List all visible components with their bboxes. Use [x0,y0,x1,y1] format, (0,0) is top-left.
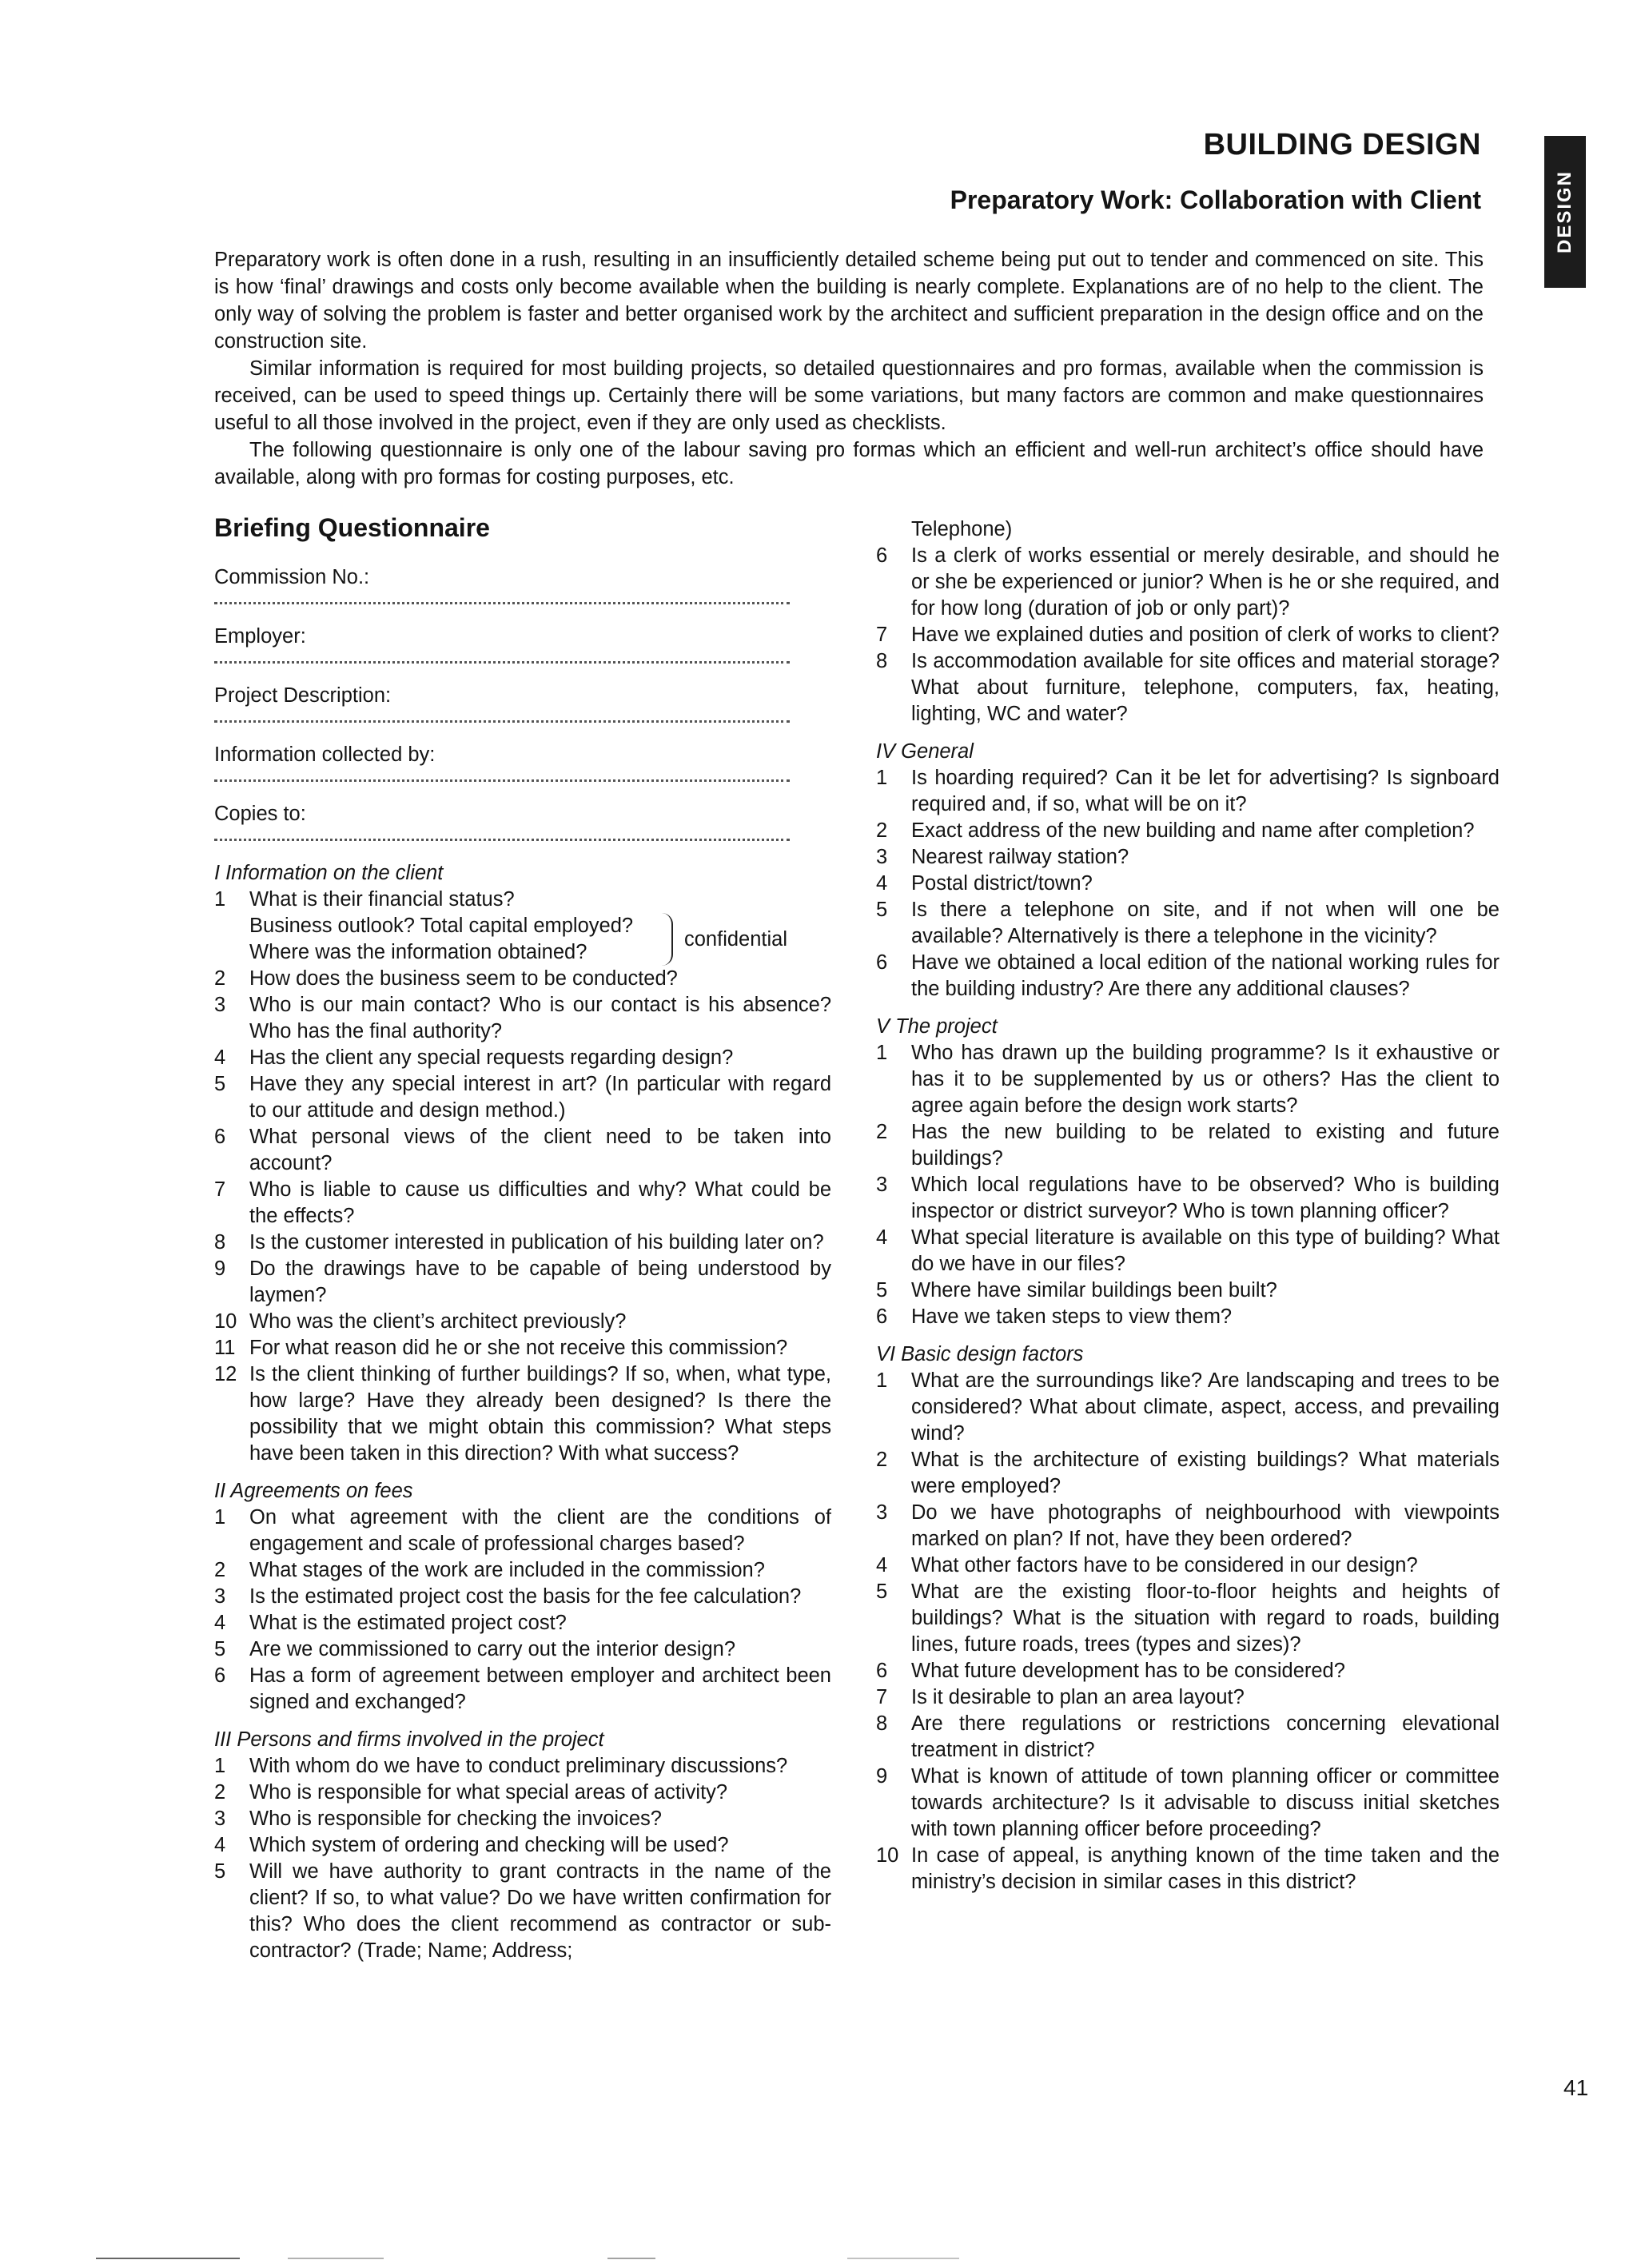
question-continuation [876,516,1500,543]
question-text: In case of appeal, is anything known of the time taken and the ministry’s decision in similar cases in this district? [911,1844,1500,1893]
question-text: Who is our main contact? Who is our contact is his absence? Who has the final authority? [249,994,831,1042]
question-item [876,1225,1500,1277]
question-item [876,897,1500,950]
question-item [214,1045,831,1071]
question-text: Who is liable to cause us difficulties and why? What could be the effects? [249,1178,831,1227]
question-item [876,1843,1500,1895]
field-copies-label: Copies to: [214,803,306,825]
question-number: 5 [214,1860,226,1883]
question-list [876,1368,1500,1895]
question-list [876,543,1500,727]
question-number: 3 [214,1585,226,1608]
confidential-label: confidential [684,927,788,951]
question-item [214,1309,831,1335]
question-item [876,1764,1500,1843]
question-number: 2 [876,1449,888,1471]
question-text: Who has drawn up the building programme? Is it exhaustive or has it to be supplemented by us or others? Has the client to agree again before the design work starts? [911,1042,1500,1117]
question-text: Has a form of agreement between employer and architect been signed and exchanged? [249,1664,831,1713]
question-item [214,887,831,913]
question-item [876,1119,1500,1172]
question-text: What future development has to be considered? [911,1660,1345,1682]
page-number: 41 [1563,2075,1589,2100]
question-number: 1 [214,1755,226,1777]
question-number: 6 [876,951,888,974]
question-text: Nearest railway station? [911,846,1129,868]
question-number: 4 [876,1226,888,1249]
question-text: Are there regulations or restrictions concerning elevational treatment in district? [911,1712,1500,1761]
question-number: 6 [214,1664,226,1687]
question-item [876,1277,1500,1304]
question-text: Exact address of the new building and name after completion? [911,819,1475,842]
question-text: What are the existing floor-to-floor heights and heights of buildings? What is the situation with regard to roads, building lines, future roads, trees (types and sizes)? [911,1580,1500,1656]
question-item [214,1832,831,1859]
question-number: 11 [214,1337,236,1359]
question-item [876,871,1500,897]
question-number: 10 [876,1844,899,1867]
question-number: 2 [214,967,226,990]
question-number: 7 [214,1178,226,1201]
question-text: Is the estimated project cost the basis for the fee calculation? [249,1585,802,1608]
question-text: What other factors have to be considered in our design? [911,1554,1418,1576]
question-number: 6 [876,544,888,567]
intro-paragraph: Similar information is required for most building projects, so detailed questionnaires and pro formas, available when the commission is received, can be used to speed things up. Certainly there will be some variations, but many factors are common and make questionnaires useful to all those involved in the project, even if they are only used as checklists. [214,357,1484,434]
question-text: What is their financial status? [249,888,515,911]
question-number: 8 [214,1231,226,1254]
question-text: What special literature is available on this type of building? What do we have in our files? [911,1226,1500,1275]
question-item [876,622,1500,648]
scan-artifact [847,2258,959,2259]
question-text: Is a clerk of works essential or merely desirable, and should he or she be experienced or junior? When is he or she required, and for how long (duration of job or only part)? [911,544,1500,620]
question-text: Have we obtained a local edition of the national working rules for the building industry? Are there any additional clauses? [911,951,1500,1000]
question-item [214,1230,831,1256]
question-number: 9 [214,1258,226,1280]
question-number: 4 [876,1554,888,1576]
page-title: BUILDING DESIGN [1203,128,1481,161]
question-item [876,1368,1500,1447]
section-tab-label: DESIGN [1554,169,1575,254]
question-item [214,1505,831,1557]
question-number: 6 [214,1126,226,1148]
question-number: 8 [876,1712,888,1735]
question-number: 6 [876,1305,888,1328]
question-item [876,1658,1500,1684]
question-text: On what agreement with the client are the conditions of engagement and scale of professional charges based? [249,1506,831,1555]
question-item [876,543,1500,622]
question-text: How does the business seem to be conducted? [249,967,678,990]
question-number: 3 [876,1501,888,1524]
intro-paragraph: The following questionnaire is only one of the labour saving pro formas which an efficient and well-run architect’s office should have available, along with pro formas for costing purposes, etc. [214,439,1484,488]
question-item [876,1711,1500,1764]
question-number: 8 [876,650,888,672]
question-item [876,765,1500,818]
question-text: What stages of the work are included in the commission? [249,1559,765,1581]
question-text: Which system of ordering and checking will be used? [249,1834,729,1856]
field-collected-by-line[interactable] [214,770,790,782]
question-number: 9 [876,1765,888,1788]
question-item [214,1610,831,1636]
left-column [214,512,831,1964]
section-title: VI Basic design factors [876,1343,1084,1365]
questionnaire-heading: Briefing Questionnaire [214,513,490,542]
question-number: 5 [876,1580,888,1603]
field-commission-label: Commission No.: [214,566,370,588]
question-text: Are we commissioned to carry out the interior design? [249,1638,736,1660]
question-item [876,1553,1500,1579]
question-item [214,1256,831,1309]
question-item [876,1500,1500,1553]
field-employer-line[interactable] [214,652,790,664]
scan-artifact [607,2258,655,2259]
question-number: 1 [214,1506,226,1529]
question-item [876,1040,1500,1119]
question-text: Will we have authority to grant contracts in the name of the client? If so, to what value? Do we have written confirmation for this? Who does the client recommend as contractor or sub-contractor? (Trade; Name; Address; [249,1860,831,1962]
question-text: Who is responsible for what special areas of activity? [249,1781,728,1804]
question-subline: Where was the information obtained? [249,941,587,963]
question-item [214,1124,831,1177]
question-number: 4 [214,1612,226,1634]
question-text: Is there a telephone on site, and if not when will one be available? Alternatively is there a telephone in the vicinity? [911,899,1500,947]
question-text: What is the architecture of existing buildings? What materials were employed? [911,1449,1500,1497]
question-text: Telephone) [911,518,1013,540]
section-tab [1544,136,1586,288]
question-number: 1 [876,1369,888,1392]
question-number: 5 [876,1279,888,1301]
question-item [214,1753,831,1780]
question-number: 1 [876,1042,888,1064]
question-number: 1 [214,888,226,911]
field-collected-by-label: Information collected by: [214,743,436,766]
question-text: Do the drawings have to be capable of being understood by laymen? [249,1258,831,1306]
question-text: What are the surroundings like? Are landscaping and trees to be considered? What about climate, aspect, access, and prevailing wind? [911,1369,1500,1445]
question-item [876,648,1500,727]
question-number: 1 [876,767,888,789]
question-text: Where have similar buildings been built? [911,1279,1277,1301]
question-item [214,966,831,992]
question-number: 5 [214,1073,226,1095]
question-number: 7 [876,1686,888,1708]
question-number: 2 [214,1559,226,1581]
question-number: 2 [876,819,888,842]
question-text: Have they any special interest in art? (In particular with regard to our attitude and design method.) [249,1073,831,1122]
confidential-bracket [249,913,673,966]
field-employer-label: Employer: [214,625,306,648]
question-subline: Business outlook? Total capital employed? [249,915,634,937]
question-number: 3 [214,994,226,1016]
question-item [876,1579,1500,1658]
question-number: 3 [876,846,888,868]
question-text: What is the estimated project cost? [249,1612,567,1634]
question-item [214,1557,831,1584]
question-text: Which local regulations have to be observed? Who is building inspector or district surveyor? Who is town planning officer? [911,1174,1500,1222]
intro-text [214,246,1484,491]
question-item [876,844,1500,871]
question-text: For what reason did he or she not receive this commission? [249,1337,788,1359]
question-text: What personal views of the client need to be taken into account? [249,1126,831,1174]
question-item [876,1684,1500,1711]
question-item [214,1663,831,1716]
question-item [214,1859,831,1964]
question-number: 3 [876,1174,888,1196]
question-number: 6 [876,1660,888,1682]
section-title: III Persons and firms involved in the project [214,1728,604,1751]
question-item [214,1177,831,1230]
question-item [214,1584,831,1610]
question-text: Have we taken steps to view them? [911,1305,1233,1328]
question-text: Is accommodation available for site offices and material storage? What about furniture, telephone, computers, fax, heating, lighting, WC and water? [911,650,1500,725]
question-item [214,992,831,1045]
question-item [214,1806,831,1832]
question-text: Is the client thinking of further buildings? If so, when, what type, how large? Have they already been designed? Is there the possibility that we might obtain this commission? What steps have been taken in this direction? With what success? [249,1363,831,1465]
question-list [876,1040,1500,1330]
question-list [214,1753,831,1964]
scan-artifact [96,2258,240,2259]
field-project-description-label: Project Description: [214,684,392,707]
section-title: II Agreements on fees [214,1480,413,1502]
question-item [214,1071,831,1124]
question-number: 5 [876,899,888,921]
right-column [876,516,1500,1895]
question-text: Who is responsible for checking the invoices? [249,1808,662,1830]
question-text: With whom do we have to conduct preliminary discussions? [249,1755,788,1777]
question-text: What is known of attitude of town planning officer or committee towards architecture? Is it advisable to discuss initial sketches with town planning officer before proceeding? [911,1765,1500,1840]
question-item [876,950,1500,1002]
question-text: Is hoarding required? Can it be let for advertising? Is signboard required and, if so, what will be on it? [911,767,1500,815]
question-item [876,818,1500,844]
question-list [214,1505,831,1716]
question-item [876,1447,1500,1500]
question-text: Has the new building to be related to existing and future buildings? [911,1121,1500,1170]
field-copies-line[interactable] [214,829,790,841]
question-number: 5 [214,1638,226,1660]
section-title: IV General [876,740,974,763]
question-text: Has the client any special requests regarding design? [249,1046,734,1069]
question-item [214,1361,831,1467]
field-commission-line[interactable] [214,592,790,604]
scan-artifact [288,2258,384,2259]
question-number: 10 [214,1310,237,1333]
question-list [876,765,1500,1002]
question-text: Who was the client’s architect previously? [249,1310,627,1333]
question-number: 4 [214,1046,226,1069]
page-subtitle: Preparatory Work: Collaboration with Client [950,185,1481,214]
question-number: 12 [214,1363,237,1385]
question-text: Do we have photographs of neighbourhood with viewpoints marked on plan? If not, have they been ordered? [911,1501,1500,1550]
question-item [214,1335,831,1361]
question-number: 4 [876,872,888,895]
question-number: 2 [876,1121,888,1143]
question-number: 2 [214,1781,226,1804]
question-text: Have we explained duties and position of clerk of works to client? [911,624,1500,646]
question-list [214,966,831,1467]
question-text: Is the customer interested in publication of his building later on? [249,1231,824,1254]
section-title: I Information on the client [214,862,444,884]
question-text: Postal district/town? [911,872,1093,895]
confidential-group [249,913,831,966]
intro-paragraph: Preparatory work is often done in a rush, resulting in an insufficiently detailed scheme being put out to tender and commenced on site. This is how ‘final’ drawings and costs only become available when the building is nearly complete. Explanations are of no help to the client. The only way of solving the problem is faster and better organised work by the architect and sufficient preparation in the design office and on the construction site. [214,249,1484,353]
question-number: 3 [214,1808,226,1830]
field-project-description-line[interactable] [214,711,790,723]
question-item [876,1172,1500,1225]
question-number: 7 [876,624,888,646]
question-item [214,1636,831,1663]
section-title: V The project [876,1015,998,1038]
question-text: Is it desirable to plan an area layout? [911,1686,1245,1708]
question-number: 4 [214,1834,226,1856]
question-item [876,1304,1500,1330]
question-item [214,1780,831,1806]
